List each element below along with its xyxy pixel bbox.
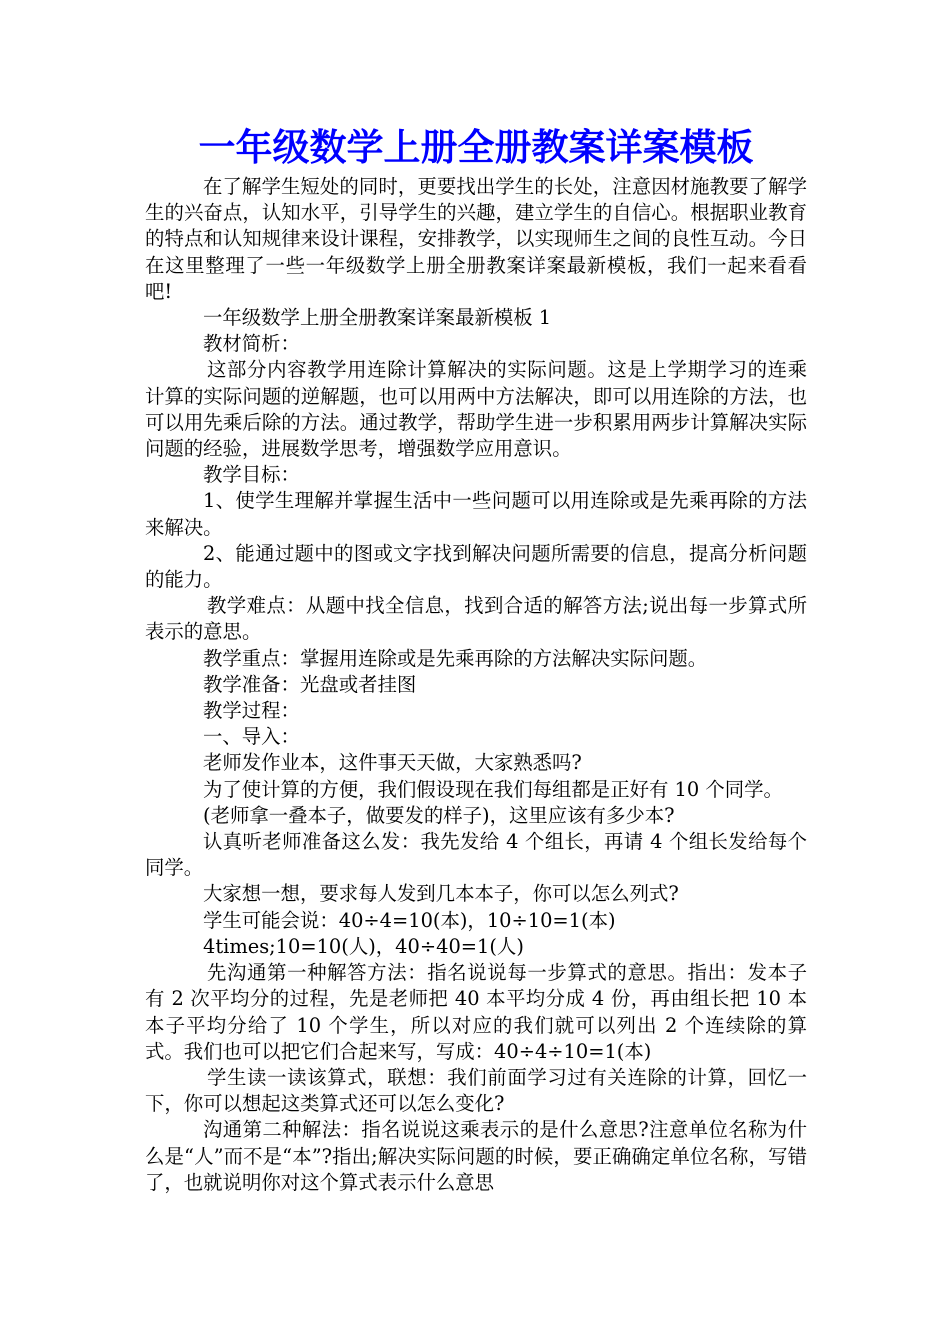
paragraph-goal-1: 1、使学生理解并掌握生活中一些问题可以用连除或是先乘再除的方法来解决。 [145,489,807,539]
paragraph-material-body: 这部分内容教学用连除计算解决的实际问题。这是上学期学习的连乘计算的实际问题的逆解题，也可以用两中方法解决，即可以用连除的方法，也可以用先乘后除的方法。通过教学，帮助学生进一步积累用两步计算解决实际问题的经验，进展数学思考，增强数学应用意识。 [145,358,807,461]
paragraph-intro-step: 一、导入： [203,725,300,749]
paragraph-method-one: 先沟通第一种解答方法：指名说说每一步算式的意思。指出：发本子有 2 次平均分的过程，先是老师把 40 本平均分成 4 份，再由组长把 10 本本子平均分给了 10 个学生，所以对应的我们就可以列出 2 个连续除的算式。我们也可以把它们合起来写，写成：40÷4÷10=1(本) [145,961,807,1063]
paragraph-reading: 学生读一读该算式，联想：我们前面学习过有关连除的计算，回忆一下，你可以想起这类算式还可以怎么变化? [145,1065,807,1116]
paragraph-assumption: 为了使计算的方便，我们假设现在我们每组都是正好有 10 个同学。 [203,777,783,801]
paragraph-difficulty: 教学难点：从题中找全信息，找到合适的解答方法;说出每一步算式所表示的意思。 [145,594,807,644]
paragraph-goal-2: 2、能通过题中的图或文字找到解决问题所需要的信息，提高分析问题的能力。 [145,541,807,592]
paragraph-intro: 在了解学生短处的同时，更要找出学生的长处，注意因材施教要了解学生的兴奋点，认知水平，引导学生的兴趣，建立学生的自信心。根据职业教育的特点和认知规律来设计课程，安排教学，以实现师生之间的良性互动。今日在这里整理了一些一年级数学上册全册教案详案最新模板，我们一起来看看吧! [145,175,807,303]
paragraph-method-two: 沟通第二种解法：指名说说这乘表示的是什么意思?注意单位名称为什么是“人”而不是“本”?指出;解决实际问题的时候，要正确确定单位名称，写错了，也就说明你对这个算式表示什么意思 [145,1118,807,1194]
paragraph-student-answer: 学生可能会说：40÷4=10(本)，10÷10=1(本) [203,908,616,932]
paragraph-homework: 老师发作业本，这件事天天做，大家熟悉吗? [203,751,582,775]
paragraph-goals-label: 教学目标： [203,463,300,487]
paragraph-preparation: 教学准备：光盘或者挂图 [203,672,417,696]
paragraph-focus: 教学重点：掌握用连除或是先乘再除的方法解决实际问题。 [203,646,708,670]
document-title: 一年级数学上册全册教案详案模板 [198,126,754,169]
paragraph-section-heading: 一年级数学上册全册教案详案最新模板 1 [203,306,552,330]
paragraph-teacher-action: (老师拿一叠本子，做要发的样子)，这里应该有多少本? [203,803,675,827]
paragraph-alt-answer: 4times;10=10(人)，40÷40=1(人) [203,934,524,958]
paragraph-process-label: 教学过程： [203,699,300,723]
paragraph-material-label: 教材简析： [203,332,300,356]
paragraph-question: 大家想一想，要求每人发到几本本子，你可以怎么列式? [203,882,679,906]
paragraph-distribution: 认真听老师准备这么发：我先发给 4 个组长，再请 4 个组长发给每个同学。 [145,830,807,880]
document-page [145,122,807,1196]
